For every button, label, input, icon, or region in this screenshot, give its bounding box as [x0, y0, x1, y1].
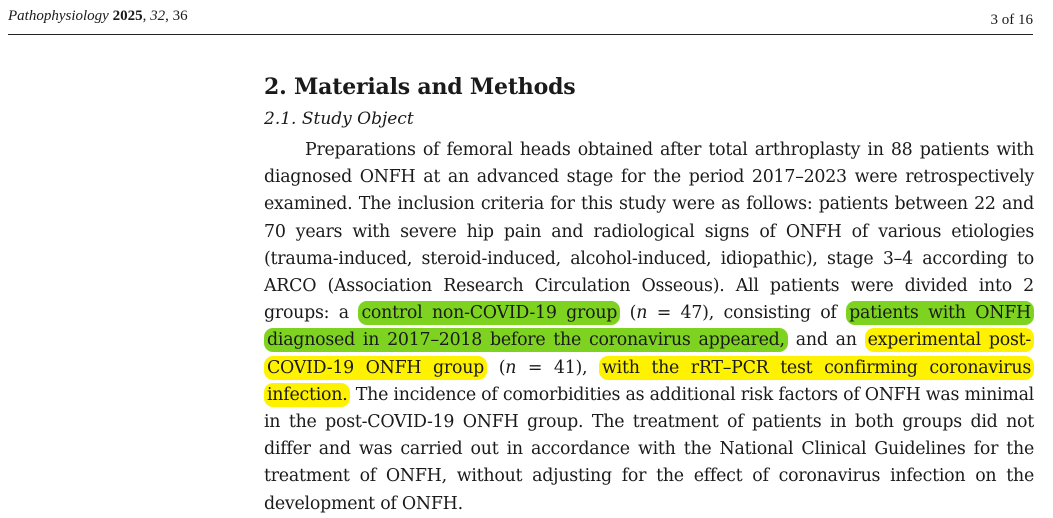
paragraph-text-4: and an [787, 330, 857, 351]
paragraph-text-1: Preparations of femoral heads obtained after total arthroplasty in 88 patients with diagnosed ONFH at an advanced stage for the period 2017–2023 were retrospectively examined. The inclusion criteria for this study were as follows: patients between 22 and 70 years with severe hip pain and radiological signs of ONFH of various etiologies (trauma-induced, steroid-induced, alcohol-induced, idiopathic), stage 3–4 according to ARCO (Association Research Circulation Osseous). All patients were divided into 2 groups: a [264, 140, 1034, 324]
journal-citation: Pathophysiology 2025, 32, 36 [8, 8, 188, 24]
highlight-control-group: control non-COVID-19 group [358, 301, 620, 325]
highlight-experimental-description: with the rRT–PCR test confirming coronavirus infection. [264, 356, 1034, 407]
article-number: 36 [172, 8, 188, 24]
journal-name: Pathophysiology [8, 8, 109, 24]
paragraph-text-2: ( [620, 303, 637, 324]
highlight-control-description: patients with ONFH diagnosed in 2017–2018 before the coronavirus appeared, [264, 301, 1034, 352]
journal-year: 2025 [112, 8, 143, 24]
n-symbol: n [505, 357, 517, 378]
running-header [8, 6, 1033, 35]
paragraph-text-5: ( [487, 357, 506, 378]
paragraph-text-7: The incidence of comorbidities as additional risk factors of ONFH was minimal in the post-COVID-19 ONFH group. The treatment of patients in both groups did not differ and was carried out in accordance with the National Clinical Guidelines for the treatment of ONFH, without adjusting for the effect of coronavirus infection on the development of ONFH. [264, 384, 1034, 514]
paragraph-text-3: = 47), consisting of [647, 303, 837, 324]
paragraph-text-6: = 41), [516, 357, 588, 378]
journal-volume: 32 [150, 8, 166, 24]
subsection-title: 2.1. Study Object [264, 109, 414, 129]
page-indicator: 3 of 16 [990, 12, 1033, 28]
n-symbol: n [636, 303, 648, 324]
study-object-paragraph [264, 137, 1034, 518]
section-title: 2. Materials and Methods [264, 74, 576, 100]
article-body [264, 72, 1034, 518]
highlight-experimental-group: experimental post-COVID-19 ONFH group [264, 328, 1034, 379]
